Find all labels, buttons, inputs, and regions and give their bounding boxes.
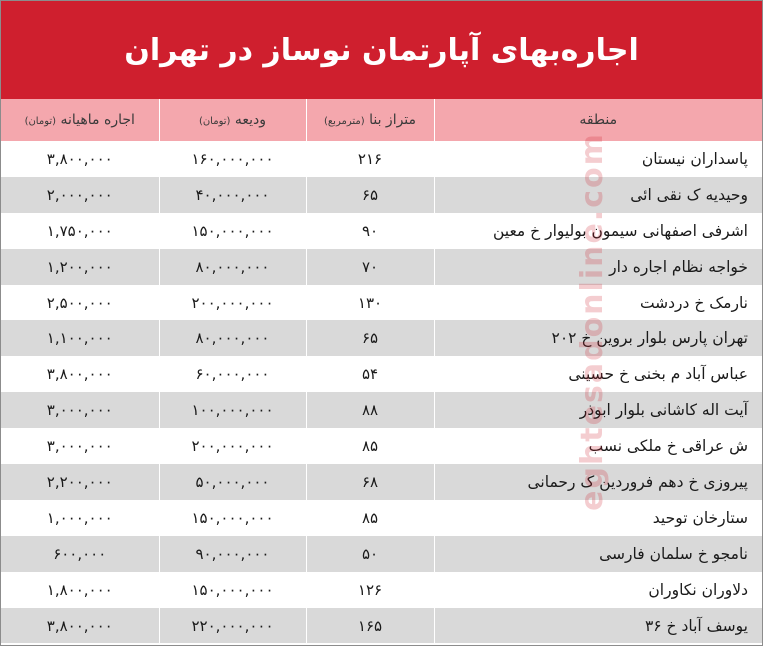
cell-region: دلاوران نکاوران: [434, 572, 762, 608]
cell-rent: ۲,۵۰۰,۰۰۰: [1, 285, 159, 321]
cell-rent: ۱,۰۰۰,۰۰۰: [1, 500, 159, 536]
page-title: اجاره‌بهای آپارتمان نوساز در تهران: [124, 32, 639, 68]
cell-deposit: ۴۰,۰۰۰,۰۰۰: [159, 177, 306, 213]
table-row: [1, 177, 762, 213]
cell-region: تهران پارس بلوار بروین خ ۲۰۲: [434, 320, 762, 356]
cell-deposit: ۹۰,۰۰۰,۰۰۰: [159, 536, 306, 572]
cell-deposit: ۱۶۰,۰۰۰,۰۰۰: [159, 141, 306, 177]
cell-rent: ۶۰۰,۰۰۰: [1, 536, 159, 572]
cell-rent: ۳,۰۰۰,۰۰۰: [1, 392, 159, 428]
cell-area: ۱۳۰: [306, 285, 434, 321]
column-header-area: [306, 99, 434, 141]
cell-rent: ۱,۷۵۰,۰۰۰: [1, 213, 159, 249]
cell-region: آیت اله کاشانی بلوار ابوذر: [434, 392, 762, 428]
cell-area: ۸۵: [306, 500, 434, 536]
column-header-region-label: منطقه: [579, 112, 618, 128]
table-row: [1, 141, 762, 177]
table-row: [1, 249, 762, 285]
table-row: [1, 356, 762, 392]
cell-deposit: ۸۰,۰۰۰,۰۰۰: [159, 249, 306, 285]
table-row: [1, 392, 762, 428]
watermark-text: eghtesadonline.com: [574, 131, 610, 511]
table-header-row: [1, 99, 762, 141]
table-row: [1, 285, 762, 321]
table-row: [1, 500, 762, 536]
column-header-rent: [1, 99, 159, 141]
cell-rent: ۳,۸۰۰,۰۰۰: [1, 608, 159, 644]
cell-area: ۶۸: [306, 464, 434, 500]
cell-deposit: ۱۵۰,۰۰۰,۰۰۰: [159, 500, 306, 536]
cell-deposit: ۲۰۰,۰۰۰,۰۰۰: [159, 285, 306, 321]
cell-rent: ۱,۸۰۰,۰۰۰: [1, 572, 159, 608]
cell-deposit: ۶۰,۰۰۰,۰۰۰: [159, 356, 306, 392]
cell-rent: ۱,۱۰۰,۰۰۰: [1, 320, 159, 356]
cell-rent: ۱,۲۰۰,۰۰۰: [1, 249, 159, 285]
cell-deposit: ۱۵۰,۰۰۰,۰۰۰: [159, 572, 306, 608]
table-row: [1, 572, 762, 608]
rent-table: [1, 99, 762, 643]
cell-area: ۸۸: [306, 392, 434, 428]
cell-region: عباس آباد م بخنی خ حسینی: [434, 356, 762, 392]
cell-area: ۵۰: [306, 536, 434, 572]
cell-area: ۲۱۶: [306, 141, 434, 177]
cell-region: ستارخان توحید: [434, 500, 762, 536]
cell-area: ۷۰: [306, 249, 434, 285]
table-body: [1, 141, 762, 643]
column-header-region: [434, 99, 762, 141]
cell-area: ۶۵: [306, 177, 434, 213]
cell-deposit: ۱۵۰,۰۰۰,۰۰۰: [159, 213, 306, 249]
cell-region: اشرفی اصفهانی سیمون بولیوار خ معین: [434, 213, 762, 249]
cell-area: ۶۵: [306, 320, 434, 356]
table-row: [1, 608, 762, 644]
table-row: [1, 213, 762, 249]
cell-deposit: ۲۰۰,۰۰۰,۰۰۰: [159, 428, 306, 464]
cell-deposit: ۸۰,۰۰۰,۰۰۰: [159, 320, 306, 356]
cell-area: ۱۲۶: [306, 572, 434, 608]
cell-region: نامجو خ سلمان فارسی: [434, 536, 762, 572]
cell-rent: ۳,۸۰۰,۰۰۰: [1, 356, 159, 392]
cell-region: وحیدیه ک نقی ائی: [434, 177, 762, 213]
cell-area: ۱۶۵: [306, 608, 434, 644]
cell-area: ۵۴: [306, 356, 434, 392]
table-row: [1, 464, 762, 500]
cell-deposit: ۱۰۰,۰۰۰,۰۰۰: [159, 392, 306, 428]
table-row: [1, 536, 762, 572]
column-header-deposit-label: ودیعه: [234, 112, 267, 128]
cell-region: نارمک خ دردشت: [434, 285, 762, 321]
cell-rent: ۲,۲۰۰,۰۰۰: [1, 464, 159, 500]
cell-region: پیروزی خ دهم فروردین ک رحمانی: [434, 464, 762, 500]
cell-rent: ۳,۸۰۰,۰۰۰: [1, 141, 159, 177]
cell-area: ۹۰: [306, 213, 434, 249]
column-header-deposit-unit: (تومان): [198, 116, 231, 127]
cell-region: پاسداران نیستان: [434, 141, 762, 177]
cell-deposit: ۲۲۰,۰۰۰,۰۰۰: [159, 608, 306, 644]
cell-region: ش عراقی خ ملکی نسب: [434, 428, 762, 464]
cell-region: خواجه نظام اجاره دار: [434, 249, 762, 285]
cell-rent: ۳,۰۰۰,۰۰۰: [1, 428, 159, 464]
column-header-rent-label: اجاره ماهیانه: [60, 112, 135, 128]
table-row: [1, 320, 762, 356]
cell-rent: ۲,۰۰۰,۰۰۰: [1, 177, 159, 213]
cell-deposit: ۵۰,۰۰۰,۰۰۰: [159, 464, 306, 500]
column-header-rent-unit: (تومان): [24, 116, 57, 127]
title-bar: [1, 1, 762, 99]
cell-region: یوسف آباد خ ۳۶: [434, 608, 762, 644]
column-header-area-unit: (مترمربع): [323, 116, 365, 127]
cell-area: ۸۵: [306, 428, 434, 464]
column-header-deposit: [159, 99, 306, 141]
table-row: [1, 428, 762, 464]
column-header-area-label: متراز بنا: [369, 112, 417, 128]
